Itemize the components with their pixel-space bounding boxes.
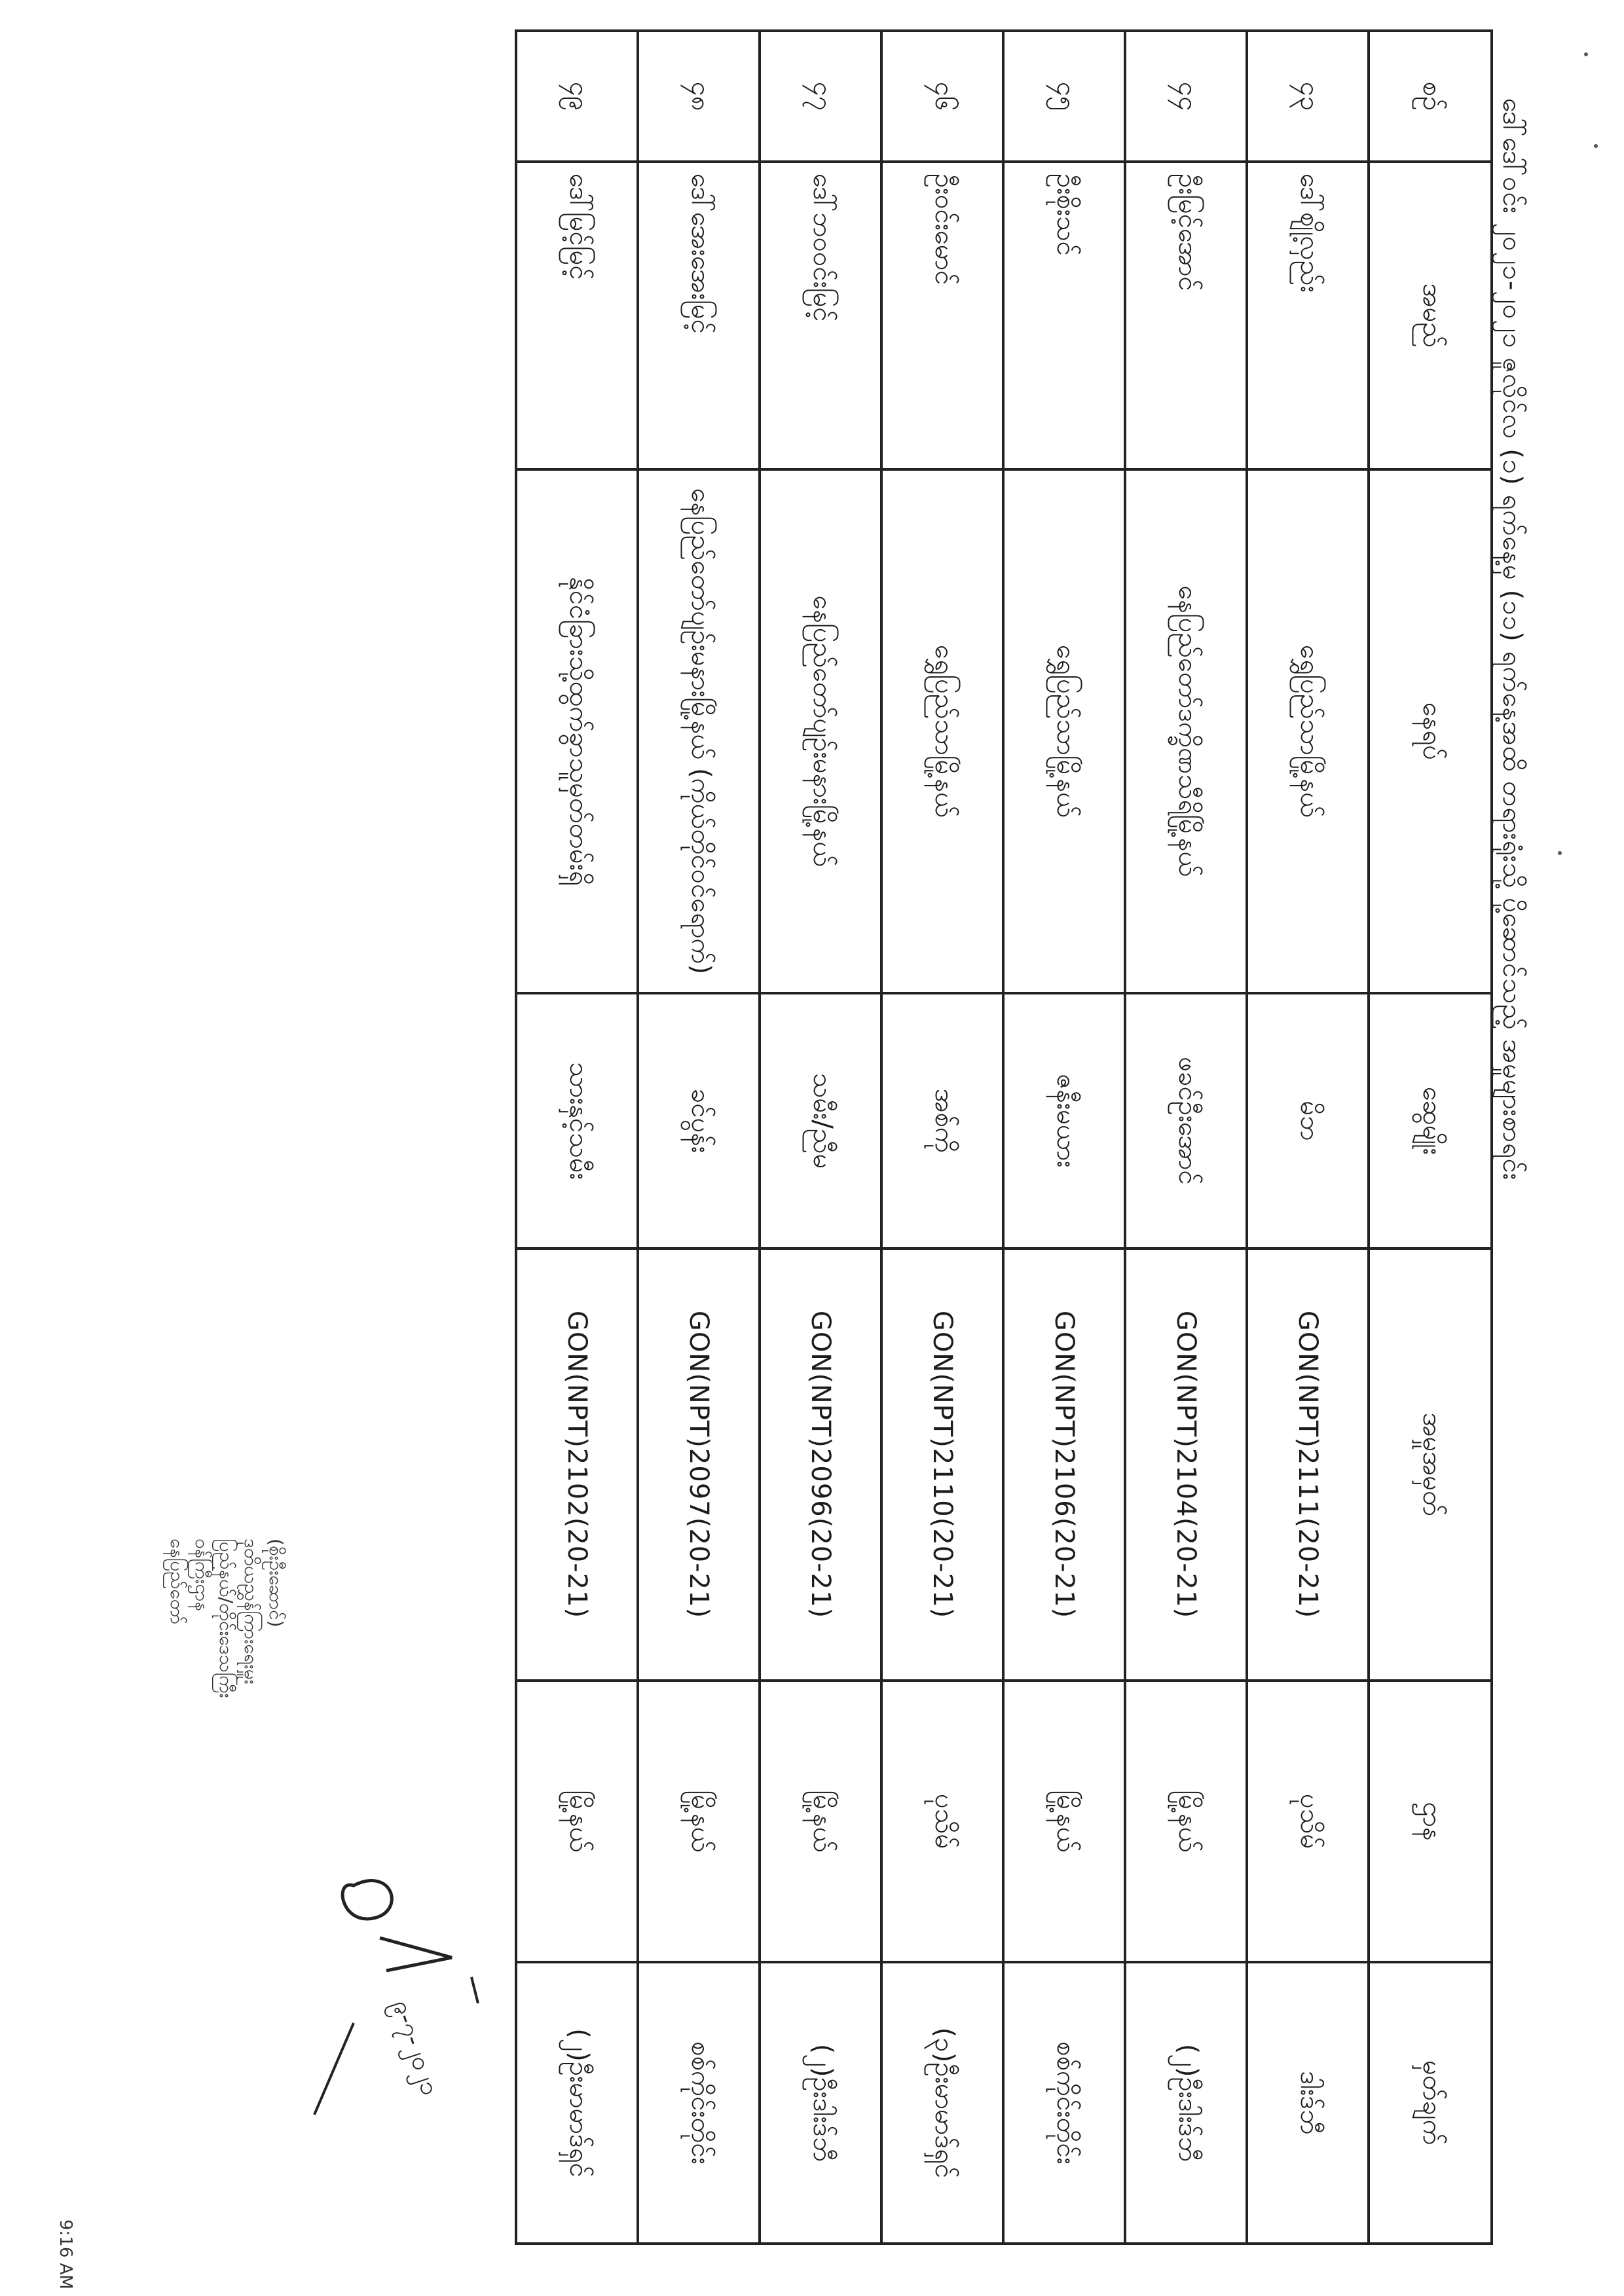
row-address: နေပြည်တော်ပျဉ်းမနားမြို့နယ် (ကိုယ်တိုင်ဝင်ရောက်) <box>638 469 760 993</box>
row-num: ၄၆ <box>881 31 1003 162</box>
row-address: ရွှေပြည်သာမြို့နယ် <box>1247 469 1369 993</box>
row-name: ဒေါ်ဘဝဝင်းမြင့် <box>760 162 881 469</box>
row-case-no: GON(NPT)2097(20-21) <box>638 1248 760 1681</box>
row-name: ဒေါ်မြင့်မြင့် <box>516 162 638 469</box>
row-remark: ဒါးဒ်ဘီ <box>1247 1962 1369 2244</box>
header-num: စဉ် <box>1369 31 1492 162</box>
stamp-line: နေပြည်တော် <box>166 1539 188 1625</box>
row-case-no: GON(NPT)2111(20-21) <box>1247 1248 1369 1681</box>
row-office: မြို့နယ် <box>1003 1681 1125 1962</box>
document-caption: ဒေါ်ဒေါ်ဝင်း ၂၀၂၁-၂၀၂၁ ဇူလိုင်လ (၁) ရက်နေ့မှ (၁၁) ရက်နေ့အထိ တရားရုံးသို့ ပို့ဆောင်သည့် အမှုများစာရင်း <box>1497 98 1527 1181</box>
row-remark: (၂)ဦးမာမာဒ်ရှင် <box>516 1962 638 2244</box>
row-office: မြို့နယ် <box>516 1681 638 1962</box>
scan-speck <box>1584 52 1588 56</box>
stamp-line: ဒုတိယညွှန်ကြားရေးမှူး <box>240 1539 263 1685</box>
table-row <box>881 31 1003 2244</box>
row-num: ၄၅ <box>1003 31 1125 162</box>
stamp-line: ပြည်နယ်/တိုင်းဒေသကြီး <box>215 1539 238 1698</box>
row-address: နိုင်ငံခြားသို့ထွက်ခွာသူမှတ်တမ်းရှိ <box>516 469 638 993</box>
scan-speck <box>1558 851 1562 855</box>
header-case-no: အမှုအမှတ် <box>1369 1248 1492 1681</box>
scan-speck <box>1594 144 1598 148</box>
row-name: ဦးမြင့်အောင် <box>1125 162 1247 469</box>
row-remark: (၂)ဦးဒါးဒ်ဘီ <box>1125 1962 1247 2244</box>
stamp-line: (စိုးဦးဆောင်) <box>265 1539 287 1628</box>
row-address: နေပြည်တော်ဒက္ခိဏသီရိမြို့နယ် <box>1125 469 1247 993</box>
header-remark: မှတ်ချက် <box>1369 1962 1492 2244</box>
row-name: ဒေါ်အေးအေးမြင့် <box>638 162 760 469</box>
row-name: ဦးဝင်းမောင် <box>881 162 1003 469</box>
official-stamp <box>164 1539 288 1997</box>
header-row <box>1369 31 1492 2244</box>
row-relation: သားနှင့်သမီး <box>516 993 638 1248</box>
row-address: ရွှေပြည်သာမြို့နယ် <box>881 469 1003 993</box>
row-remark: စစ်ကိုင်းတိုင်း <box>1003 1962 1125 2244</box>
row-relation: သမီး/ညီမ <box>760 993 881 1248</box>
row-num: ၄၈ <box>638 31 760 162</box>
header-office: ဌာန <box>1369 1681 1492 1962</box>
row-relation: ခင်ပွန်း <box>638 993 760 1248</box>
row-remark: (၃)ဦးမာမာဒ်ရှင် <box>881 1962 1003 2244</box>
row-office: မြို့နယ် <box>1125 1681 1247 1962</box>
stamp-line: ဝန်ကြီးဌာန <box>191 1539 213 1611</box>
row-office: မြို့နယ် <box>760 1681 881 1962</box>
row-case-no: GON(NPT)2110(20-21) <box>881 1248 1003 1681</box>
row-office: ပုသိမ် <box>881 1681 1003 1962</box>
row-num: ၄၇ <box>760 31 881 162</box>
records-table <box>515 29 1493 2245</box>
row-num: ၄၃ <box>1247 31 1369 162</box>
handwritten-signature <box>275 1807 550 2200</box>
table-row <box>1247 31 1369 2244</box>
row-relation: မိဘ <box>1247 993 1369 1248</box>
table-row <box>638 31 760 2244</box>
row-address: ရွှေပြည်သာမြို့နယ် <box>1003 469 1125 993</box>
row-relation: အစ်ကို <box>881 993 1003 1248</box>
row-name: ဒေါ်ဈို့လှည်း <box>1247 162 1369 469</box>
row-office: ပုသိမ် <box>1247 1681 1369 1962</box>
row-remark: (၂)ဦးဒါးဒ်ဘီ <box>760 1962 881 2244</box>
table-row <box>1125 31 1247 2244</box>
row-case-no: GON(NPT)2096(20-21) <box>760 1248 881 1681</box>
row-relation: ဇနီးမယား <box>1003 993 1125 1248</box>
header-relation: ဆွေမျိုး <box>1369 993 1492 1248</box>
header-name: အမည် <box>1369 162 1492 469</box>
row-name: ဦးစိုးသင် <box>1003 162 1125 469</box>
row-case-no: GON(NPT)2106(20-21) <box>1003 1248 1125 1681</box>
row-case-no: GON(NPT)2102(20-21) <box>516 1248 638 1681</box>
scan-timestamp: 9:16 AM <box>56 2219 75 2289</box>
table-row <box>760 31 881 2244</box>
row-remark: စစ်ကိုင်းတိုင်း <box>638 1962 760 2244</box>
signature-date: ၉-၇-၂၀၂၁ <box>387 1996 445 2099</box>
row-num: ၄၄ <box>1125 31 1247 162</box>
row-address: နေပြည်တော်ပျဉ်းမနားမြို့နယ် <box>760 469 881 993</box>
table-row <box>1003 31 1125 2244</box>
row-office: မြို့နယ် <box>638 1681 760 1962</box>
row-case-no: GON(NPT)2104(20-21) <box>1125 1248 1247 1681</box>
header-address: နေရပ် <box>1369 469 1492 993</box>
row-num: ၄၉ <box>516 31 638 162</box>
row-relation: ဖခင်ဦးအောင် <box>1125 993 1247 1248</box>
